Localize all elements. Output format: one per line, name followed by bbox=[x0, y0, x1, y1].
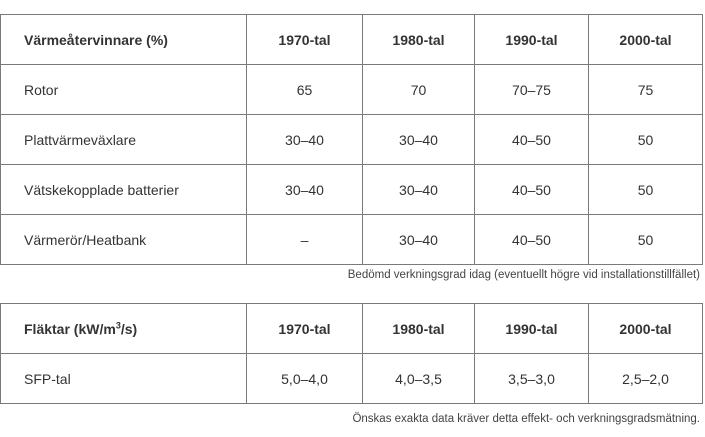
table-row bbox=[1, 165, 703, 215]
table-header-row bbox=[1, 304, 703, 354]
table-cell: 30–40 bbox=[363, 115, 475, 165]
table-row bbox=[1, 115, 703, 165]
header-label-unit: /s) bbox=[120, 320, 138, 337]
table-cell: 5,0–4,0 bbox=[247, 354, 363, 404]
table-cell: 70–75 bbox=[475, 65, 589, 115]
table-cell: 40–50 bbox=[475, 215, 589, 265]
table-cell: 30–40 bbox=[363, 215, 475, 265]
column-header: 1980-tal bbox=[363, 304, 475, 354]
column-header bbox=[1, 304, 247, 354]
table-row bbox=[1, 215, 703, 265]
table-cell: 50 bbox=[589, 165, 703, 215]
table-cell: 30–40 bbox=[363, 165, 475, 215]
table-row bbox=[1, 65, 703, 115]
table-cell: 50 bbox=[589, 215, 703, 265]
table-footnote: Önskas exakta data kräver detta effekt- och verkningsgradsmätning. bbox=[352, 413, 700, 425]
column-header: 1970-tal bbox=[247, 304, 363, 354]
table-cell: 40–50 bbox=[475, 165, 589, 215]
table-cell: 4,0–3,5 bbox=[363, 354, 475, 404]
table-cell: 50 bbox=[589, 115, 703, 165]
column-header: 1970-tal bbox=[247, 15, 363, 65]
row-label: Rotor bbox=[1, 65, 247, 115]
column-header: 1990-tal bbox=[475, 15, 589, 65]
superscript: 3 bbox=[115, 319, 121, 330]
table-row bbox=[1, 354, 703, 404]
row-label: Värmerör/Heatbank bbox=[1, 215, 247, 265]
table-cell: – bbox=[247, 215, 363, 265]
row-label: Plattvärmeväxlare bbox=[1, 115, 247, 165]
row-label: Vätskekopplade batterier bbox=[1, 165, 247, 215]
column-header: 2000-tal bbox=[589, 15, 703, 65]
table-cell: 40–50 bbox=[475, 115, 589, 165]
table-cell: 30–40 bbox=[247, 165, 363, 215]
heat-recovery-table bbox=[0, 14, 703, 265]
table-cell: 2,5–2,0 bbox=[589, 354, 703, 404]
table-cell: 65 bbox=[247, 65, 363, 115]
row-label: SFP-tal bbox=[1, 354, 247, 404]
fan-sfp-table bbox=[0, 303, 703, 404]
table-cell: 70 bbox=[363, 65, 475, 115]
header-label: Fläktar (kW/m bbox=[24, 320, 116, 337]
column-header: 1990-tal bbox=[475, 304, 589, 354]
column-header: 1980-tal bbox=[363, 15, 475, 65]
column-header: Värmeåtervinnare (%) bbox=[1, 15, 247, 65]
table-cell: 3,5–3,0 bbox=[475, 354, 589, 404]
table-cell: 75 bbox=[589, 65, 703, 115]
table-cell: 30–40 bbox=[247, 115, 363, 165]
column-header: 2000-tal bbox=[589, 304, 703, 354]
table-footnote: Bedömd verkningsgrad idag (eventuellt högre vid installationstillfället) bbox=[347, 269, 700, 281]
table-header-row bbox=[1, 15, 703, 65]
